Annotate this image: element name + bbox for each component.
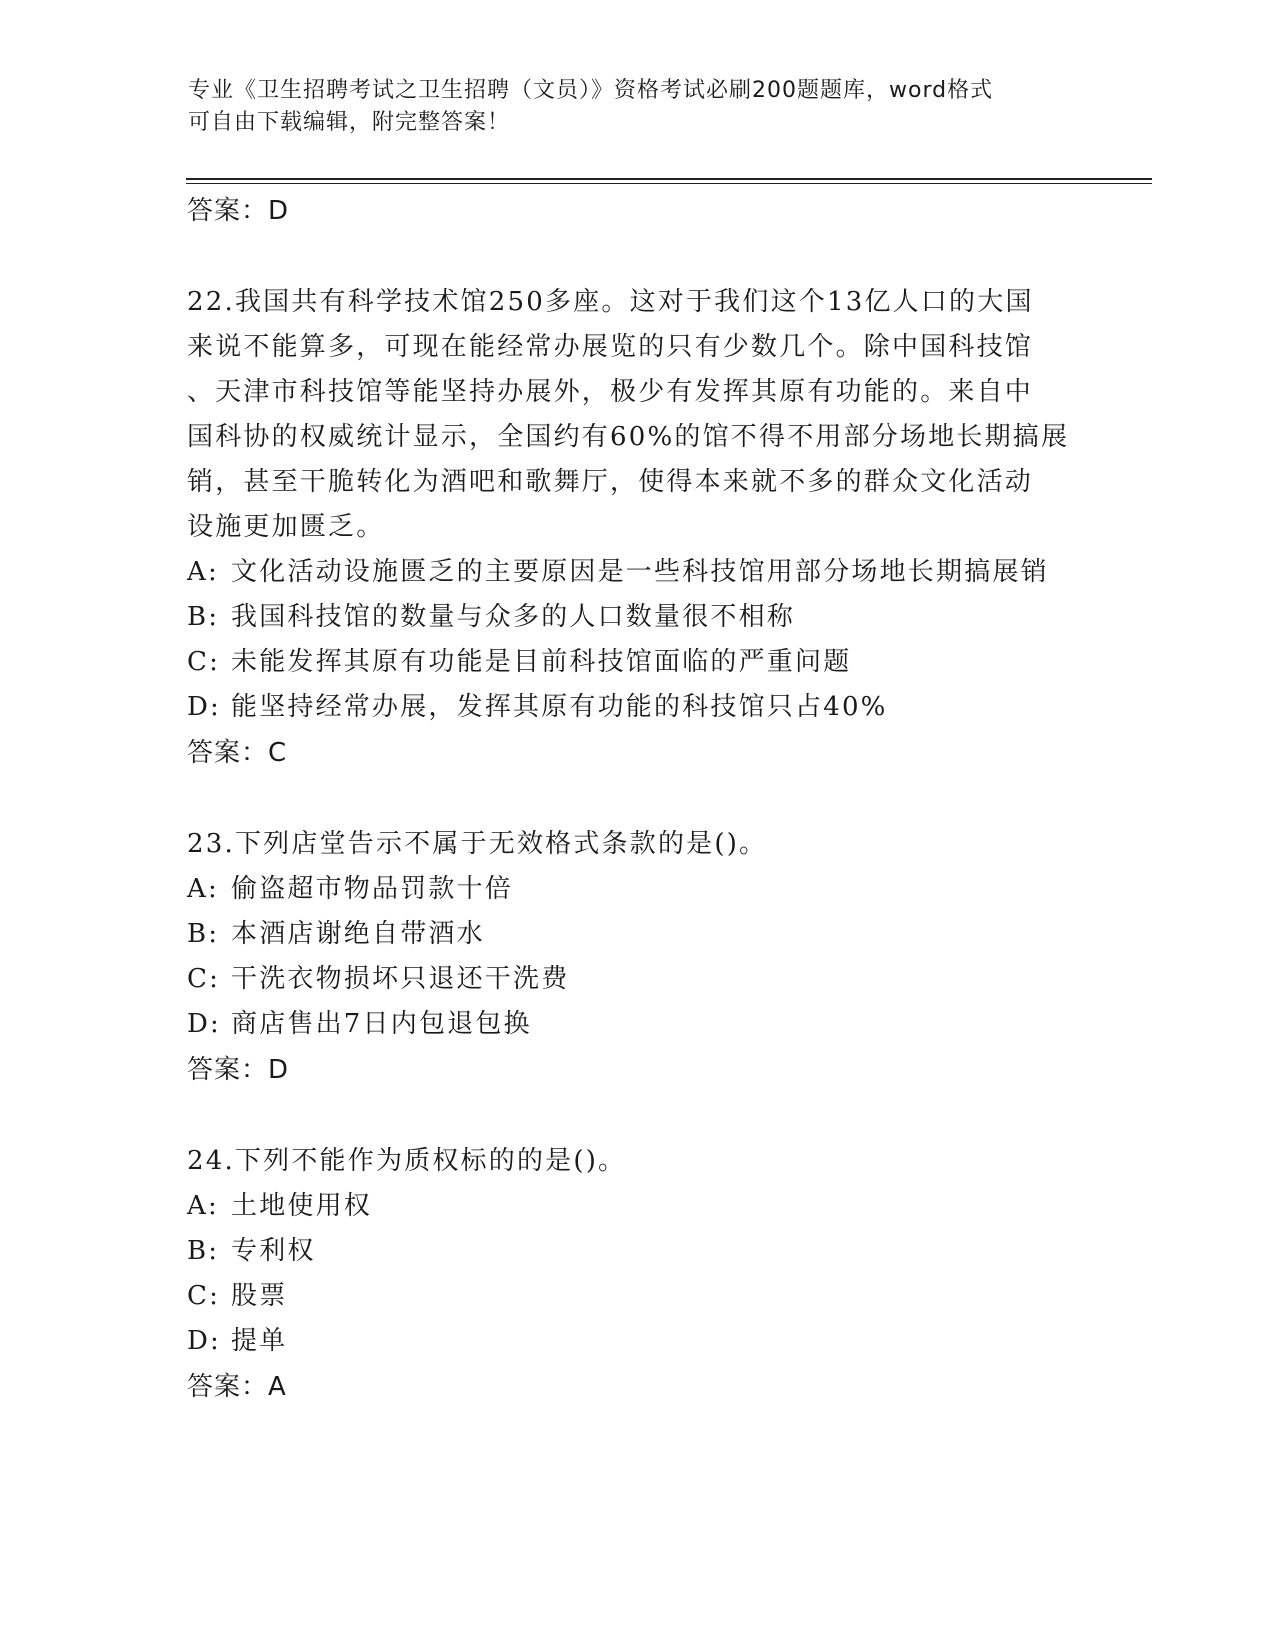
option-text: 提单 bbox=[231, 1326, 288, 1356]
document-header bbox=[188, 75, 1088, 139]
option-b bbox=[187, 1229, 1087, 1274]
option-key: B: bbox=[187, 919, 220, 949]
option-text: 专利权 bbox=[231, 1236, 316, 1266]
option-a bbox=[187, 867, 1087, 912]
answer-label: 答案： bbox=[187, 738, 269, 768]
header-divider-thin bbox=[186, 183, 1152, 184]
option-b bbox=[187, 595, 1087, 640]
answer-line bbox=[187, 188, 1087, 234]
stem-line: 国科协的权威统计显示，全国约有60%的馆不得不用部分场地长期搞展 bbox=[187, 422, 1070, 452]
question-24 bbox=[187, 1139, 1087, 1410]
answer-line bbox=[187, 730, 1087, 776]
answer-line bbox=[187, 1047, 1087, 1093]
option-text: 商店售出7日内包退包换 bbox=[231, 1009, 532, 1039]
option-c bbox=[187, 957, 1087, 1002]
option-c bbox=[187, 640, 1087, 685]
header-line-2: 可自由下载编辑，附完整答案！ bbox=[188, 110, 511, 135]
spacer bbox=[187, 776, 1087, 822]
option-a bbox=[187, 550, 1087, 595]
option-d bbox=[187, 1002, 1087, 1047]
option-key: D: bbox=[187, 1009, 222, 1039]
option-d bbox=[187, 685, 1087, 730]
question-content bbox=[187, 188, 1087, 1410]
option-text: 土地使用权 bbox=[231, 1191, 373, 1221]
answer-value: D bbox=[268, 1055, 290, 1085]
option-text: 本酒店谢绝自带酒水 bbox=[231, 919, 485, 949]
stem-line: 来说不能算多，可现在能经常办展览的只有少数几个。除中国科技馆 bbox=[187, 332, 1034, 362]
option-text: 未能发挥其原有功能是目前科技馆面临的严重问题 bbox=[231, 647, 852, 677]
answer-value: D bbox=[268, 196, 290, 226]
answer-label: 答案： bbox=[187, 196, 269, 226]
option-text: 偷盗超市物品罚款十倍 bbox=[231, 874, 514, 904]
option-key: D: bbox=[187, 1326, 222, 1356]
option-key: B: bbox=[187, 1236, 220, 1266]
answer-line bbox=[187, 1364, 1087, 1410]
question-stem bbox=[187, 1139, 1087, 1184]
option-key: D: bbox=[187, 692, 222, 722]
option-b bbox=[187, 912, 1087, 957]
spacer bbox=[187, 1093, 1087, 1139]
question-23 bbox=[187, 822, 1087, 1093]
header-divider-thick bbox=[186, 178, 1152, 180]
question-stem bbox=[187, 280, 1087, 550]
option-text: 股票 bbox=[231, 1281, 288, 1311]
option-d bbox=[187, 1319, 1087, 1364]
answer-value: A bbox=[268, 1372, 287, 1402]
option-key: A: bbox=[187, 1191, 219, 1221]
stem-line: 销，甚至干脆转化为酒吧和歌舞厅，使得本来就不多的群众文化活动 bbox=[187, 467, 1034, 497]
answer-value: C bbox=[268, 738, 288, 768]
stem-line: 23.下列店堂告示不属于无效格式条款的是()。 bbox=[187, 829, 768, 859]
stem-line: 设施更加匮乏。 bbox=[187, 512, 385, 542]
answer-label: 答案： bbox=[187, 1372, 269, 1402]
option-key: A: bbox=[187, 874, 219, 904]
option-text: 能坚持经常办展，发挥其原有功能的科技馆只占40% bbox=[231, 692, 888, 722]
option-a bbox=[187, 1184, 1087, 1229]
option-key: C: bbox=[187, 1281, 221, 1311]
option-key: B: bbox=[187, 602, 220, 632]
option-c bbox=[187, 1274, 1087, 1319]
option-key: C: bbox=[187, 964, 221, 994]
option-text: 我国科技馆的数量与众多的人口数量很不相称 bbox=[231, 602, 796, 632]
option-key: C: bbox=[187, 647, 221, 677]
option-text: 干洗衣物损坏只退还干洗费 bbox=[231, 964, 570, 994]
question-stem bbox=[187, 822, 1087, 867]
question-22 bbox=[187, 280, 1087, 776]
stem-line: 24.下列不能作为质权标的的是()。 bbox=[187, 1146, 627, 1176]
answer-label: 答案： bbox=[187, 1055, 269, 1085]
header-line-1: 专业《卫生招聘考试之卫生招聘（文员）》资格考试必刷200题题库，word格式 bbox=[188, 78, 994, 103]
option-key: A: bbox=[187, 557, 219, 587]
spacer bbox=[187, 234, 1087, 280]
stem-line: 、天津市科技馆等能坚持办展外，极少有发挥其原有功能的。来自中 bbox=[187, 377, 1034, 407]
stem-line: 22.我国共有科学技术馆250多座。这对于我们这个13亿人口的大国 bbox=[187, 287, 1034, 317]
option-text: 文化活动设施匮乏的主要原因是一些科技馆用部分场地长期搞展销 bbox=[231, 557, 1049, 587]
